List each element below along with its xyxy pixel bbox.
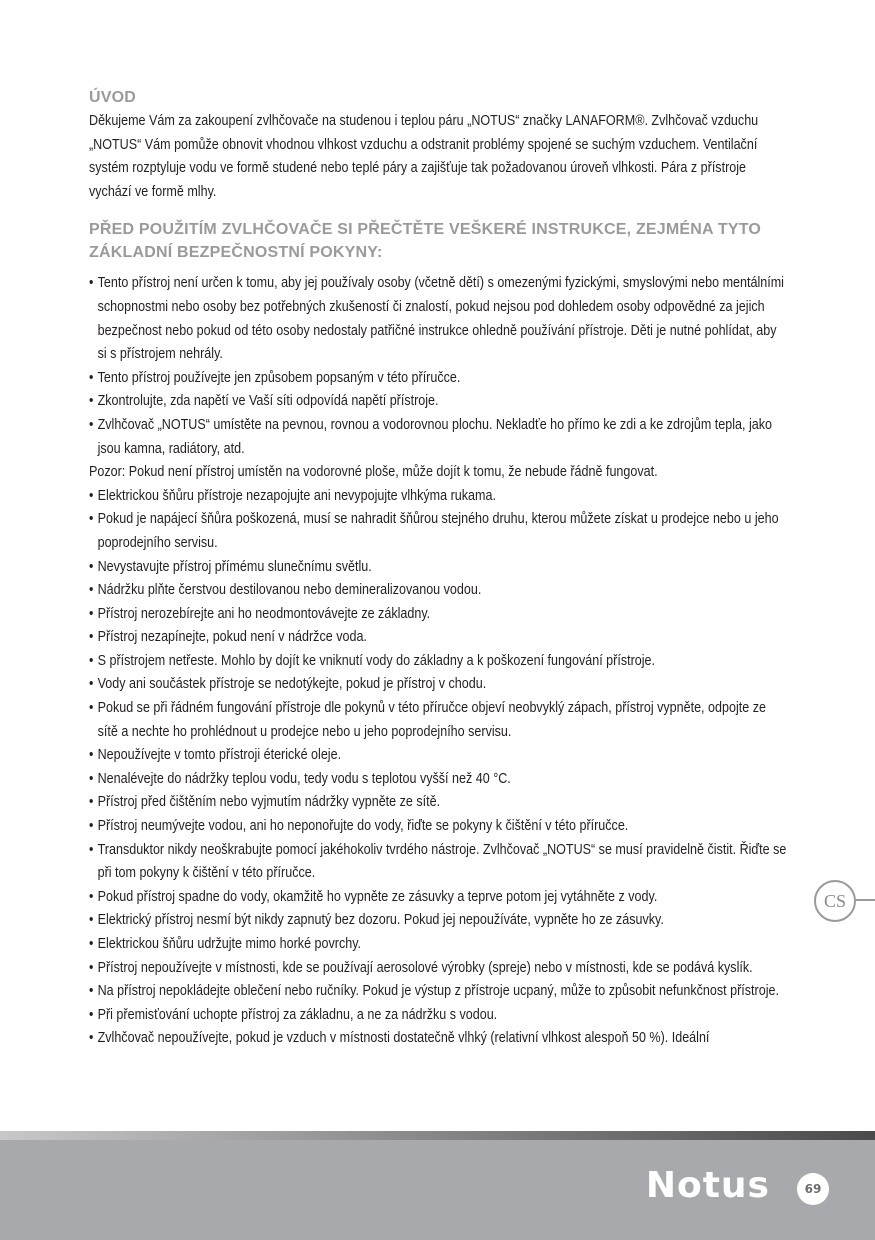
list-item: • Nenalévejte do nádržky teplou vodu, tedy vodu s teplotou vyšší než 40 °C. — [89, 768, 787, 792]
list-item: • Pokud je napájecí šňůra poškozená, musí se nahradit šňůrou stejného druhu, kterou můžete získat u prodejce nebo u jeho poprodejního servisu. — [89, 508, 787, 555]
list-item: • Nepoužívejte v tomto přístroji éterické oleje. — [89, 744, 787, 768]
safety-list-a — [89, 272, 789, 461]
page-number: 69 — [797, 1173, 829, 1205]
list-item: • Přístroj nerozebírejte ani ho neodmontovávejte ze základny. — [89, 603, 787, 627]
list-item: • Přístroj nezapínejte, pokud není v nádržce voda. — [89, 626, 787, 650]
intro-heading: ÚVOD — [89, 89, 137, 106]
placement-note: Pozor: Pokud není přístroj umístěn na vodorovné ploše, může dojít k tomu, že nebude řádně fungovat. — [89, 464, 658, 481]
page-content — [89, 86, 789, 1051]
list-item: • Přístroj před čištěním nebo vyjmutím nádržky vypněte ze sítě. — [89, 791, 787, 815]
list-item: • Přístroj neumývejte vodou, ani ho neponořujte do vody, řiďte se pokyny k čištění v této příručce. — [89, 815, 787, 839]
list-item: • Tento přístroj není určen k tomu, aby jej používaly osoby (včetně dětí) s omezenými fyzickými, smyslovými nebo mentálními schopnostmi nebo osoby bez potřebných zkušeností či znalostí, pokud nejsou pod dohledem osoby odpovědné za jejich bezpečnost nebo pokud od této osoby nedostaly patřičné instrukce ohledně používání přístroje. Děti je nutné pohlídat, aby si s přístrojem nehrály. — [89, 272, 787, 366]
list-item: • Nádržku plňte čerstvou destilovanou nebo demineralizovanou vodou. — [89, 579, 787, 603]
list-item: • S přístrojem netřeste. Mohlo by dojít ke vniknutí vody do základny a k poškození fungování přístroje. — [89, 650, 787, 674]
footer-stripe — [0, 1131, 875, 1140]
list-item: • Transduktor nikdy neoškrabujte pomocí jakéhokoliv tvrdého nástroje. Zvlhčovač „NOTUS“ se musí pravidelně čistit. Řiďte se při tom pokyny k čištění v této příručce. — [89, 839, 787, 886]
list-item: • Elektrickou šňůru udržujte mimo horké povrchy. — [89, 933, 787, 957]
list-item: • Zkontrolujte, zda napětí ve Vaší síti odpovídá napětí přístroje. — [89, 390, 787, 414]
list-item: • Tento přístroj používejte jen způsobem popsaným v této příručce. — [89, 367, 787, 391]
list-item: • Pokud přístroj spadne do vody, okamžitě ho vypněte ze zásuvky a teprve potom jej vytáhněte z vody. — [89, 886, 787, 910]
list-item: • Zvlhčovač nepoužívejte, pokud je vzduch v místnosti dostatečně vlhký (relativní vlhkost alespoň 50 %). Ideální — [89, 1027, 787, 1051]
list-item: • Vody ani součástek přístroje se nedotýkejte, pokud je přístroj v chodu. — [89, 673, 787, 697]
list-item: • Pokud se při řádném fungování přístroje dle pokynů v této příručce objeví neobvyklý zápach, přístroj vypněte, odpojte ze sítě a nechte ho prohlédnout u prodejce nebo u jeho poprodejního servisu. — [89, 697, 787, 744]
list-item: • Na přístroj nepokládejte oblečení nebo ručníky. Pokud je výstup z přístroje ucpaný, může to způsobit nefunkčnost přístroje. — [89, 980, 787, 1004]
list-item: • Elektrický přístroj nesmí být nikdy zapnutý bez dozoru. Pokud jej nepoužíváte, vypněte ho ze zásuvky. — [89, 909, 787, 933]
intro-paragraph: Děkujeme Vám za zakoupení zvlhčovače na studenou i teplou páru „NOTUS“ značky LANAFORM®. Zvlhčovač vzduchu „NOTUS“ Vám pomůže obnovit vhodnou vlhkost vzduchu a odstranit problémy spojené se suchým vzduchem. Ventilační systém rozptyluje vodu ve formě studené nebo teplé páry a zajišťuje tak požadovanou úroveň vlhkosti. Pára z přístroje vychází ve formě mlhy. — [89, 113, 759, 200]
language-tab-line — [856, 899, 875, 901]
list-item: • Zvlhčovač „NOTUS“ umístěte na pevnou, rovnou a vodorovnou plochu. Nekladťe ho přímo ke zdi a ke zdrojům tepla, jako jsou kamna, radiátory, atd. — [89, 414, 787, 461]
list-item: • Přístroj nepoužívejte v místnosti, kde se používají aerosolové výrobky (spreje) nebo v místnosti, kde se podává kyslík. — [89, 957, 787, 981]
list-item: • Při přemisťování uchopte přístroj za základnu, a ne za nádržku s vodou. — [89, 1004, 787, 1028]
safety-heading: PŘED POUŽITÍM ZVLHČOVAČE SI PŘEČTĚTE VEŠKERÉ INSTRUKCE, ZEJMÉNA TYTO ZÁKLADNÍ BEZPEČNOSTNÍ POKYNY: — [89, 221, 762, 262]
brand-name: Notus — [645, 1165, 770, 1206]
list-item: • Nevystavujte přístroj přímému slunečnímu světlu. — [89, 556, 787, 580]
list-item: • Elektrickou šňůru přístroje nezapojujte ani nevypojujte vlhkýma rukama. — [89, 485, 787, 509]
language-tab: CS — [814, 880, 856, 922]
safety-list-b — [89, 485, 789, 1051]
